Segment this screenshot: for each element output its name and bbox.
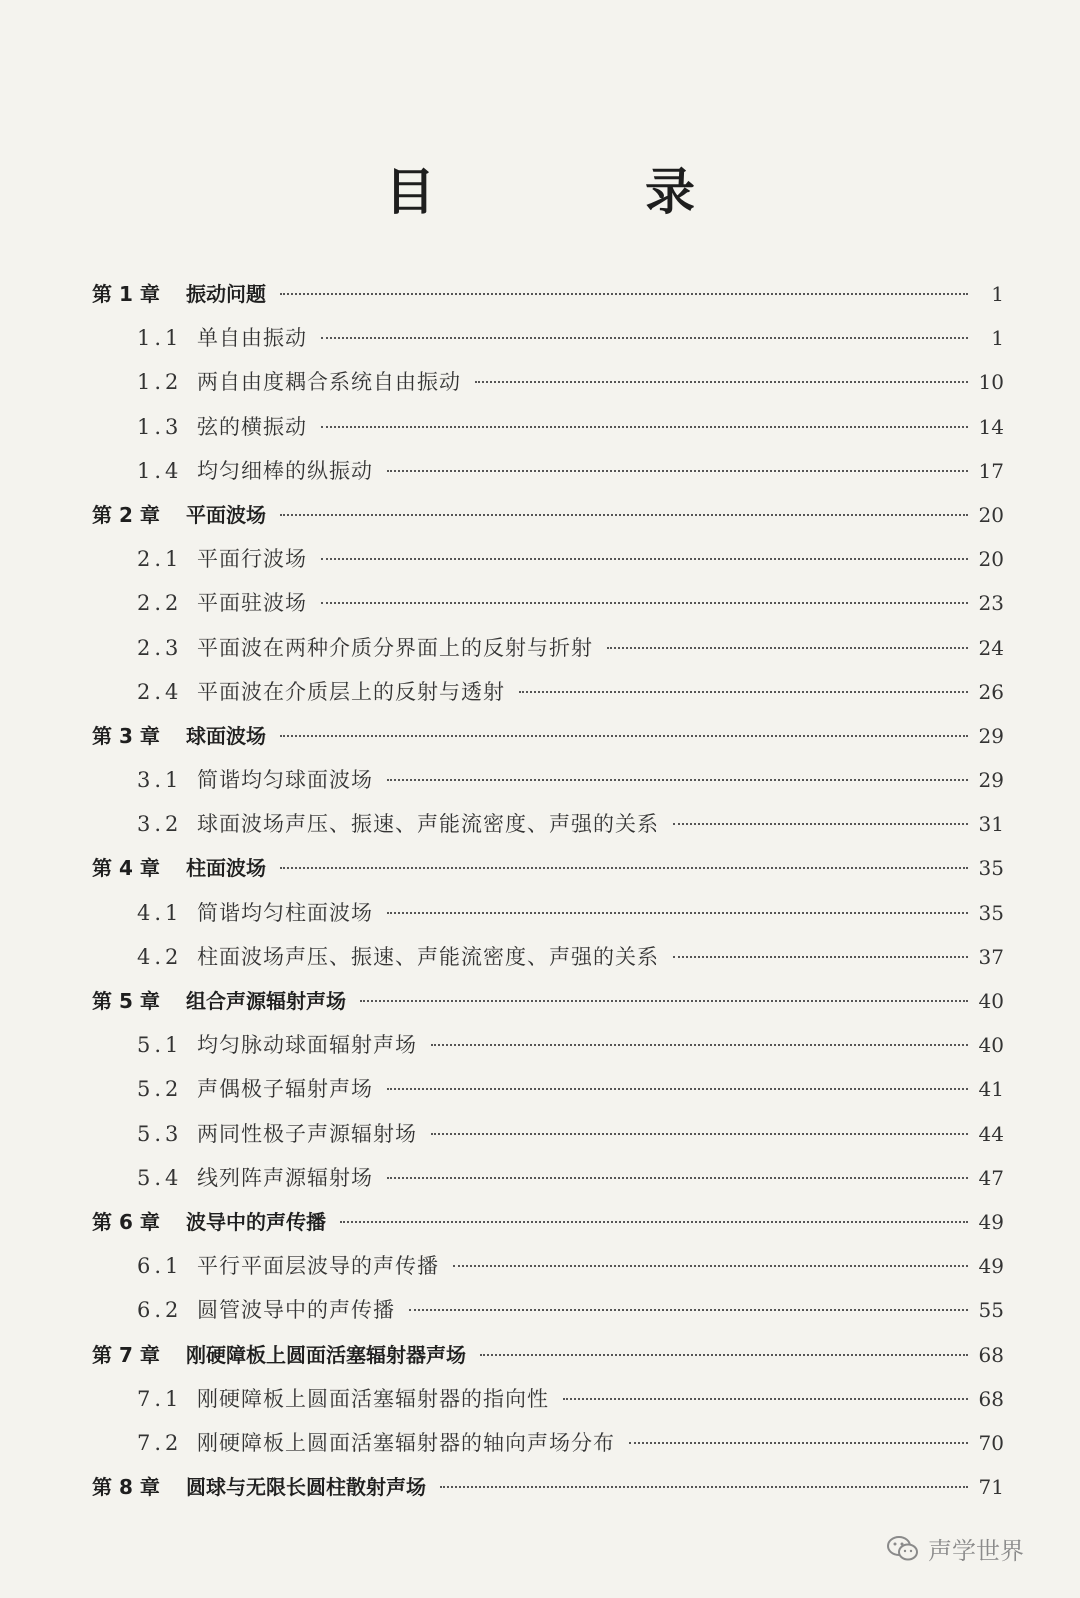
entry-page: 35 xyxy=(978,856,1004,881)
toc-chapter xyxy=(92,1200,1004,1244)
entry-number: 2.3 xyxy=(137,635,183,660)
entry-number: 第 8 章 xyxy=(92,1475,160,1500)
entry-page: 17 xyxy=(978,458,1004,483)
wechat-icon xyxy=(886,1534,920,1564)
entry-title: 简谐均匀柱面波场 xyxy=(197,900,373,925)
entry-page: 44 xyxy=(978,1121,1004,1146)
entry-title: 平面行波场 xyxy=(197,547,307,572)
toc-section xyxy=(92,316,1004,360)
entry-number: 3.2 xyxy=(137,812,183,837)
entry-number: 5.3 xyxy=(137,1121,183,1146)
entry-title: 柱面波场声压、振速、声能流密度、声强的关系 xyxy=(197,944,659,969)
toc-chapter xyxy=(92,846,1004,890)
entry-title: 两自由度耦合系统自由振动 xyxy=(197,370,461,395)
entry-number: 1.1 xyxy=(137,326,183,351)
entry-number: 第 1 章 xyxy=(92,282,160,306)
entry-number: 2.4 xyxy=(137,679,183,704)
entry-number: 1.2 xyxy=(137,370,183,395)
dot-leader xyxy=(387,911,968,914)
entry-page: 40 xyxy=(978,1033,1004,1058)
entry-number: 第 2 章 xyxy=(92,502,160,527)
entry-title: 刚硬障板上圆面活塞辐射器声场 xyxy=(186,1342,466,1367)
entry-title: 线列阵声源辐射场 xyxy=(197,1165,373,1190)
entry-number: 1.3 xyxy=(137,414,183,439)
toc-chapter xyxy=(92,979,1004,1023)
entry-number: 第 4 章 xyxy=(92,856,160,881)
toc-chapter xyxy=(92,493,1004,537)
entry-title: 球面波场声压、振速、声能流密度、声强的关系 xyxy=(197,812,659,837)
entry-number: 5.2 xyxy=(137,1077,183,1102)
entry-page: 1 xyxy=(991,282,1004,306)
entry-page: 1 xyxy=(991,326,1004,351)
entry-number: 第 7 章 xyxy=(92,1342,160,1367)
toc-section xyxy=(92,405,1004,449)
entry-title: 两同性极子声源辐射场 xyxy=(197,1121,417,1146)
entry-page: 29 xyxy=(978,768,1004,793)
entry-title: 简谐均匀球面波场 xyxy=(197,768,373,793)
dot-leader xyxy=(387,778,968,781)
toc-section xyxy=(92,670,1004,714)
dot-leader xyxy=(563,1397,968,1400)
entry-title: 刚硬障板上圆面活塞辐射器的指向性 xyxy=(197,1386,549,1411)
entry-title: 平行平面层波导的声传播 xyxy=(197,1254,439,1279)
entry-title: 刚硬障板上圆面活塞辐射器的轴向声场分布 xyxy=(197,1430,615,1455)
entry-number: 5.4 xyxy=(137,1165,183,1190)
dot-leader xyxy=(519,690,968,693)
entry-title: 平面驻波场 xyxy=(197,591,307,616)
toc-chapter xyxy=(92,272,1004,316)
entry-title: 平面波在两种介质分界面上的反射与折射 xyxy=(197,635,593,660)
toc-section xyxy=(92,1377,1004,1421)
entry-page: 70 xyxy=(978,1430,1004,1455)
toc-section xyxy=(92,1288,1004,1332)
entry-number: 6.1 xyxy=(137,1254,183,1279)
entry-page: 29 xyxy=(978,723,1004,748)
toc-section xyxy=(92,1244,1004,1288)
entry-title: 柱面波场 xyxy=(186,856,266,881)
entry-page: 31 xyxy=(978,812,1004,837)
toc-section xyxy=(92,1156,1004,1200)
toc-chapter xyxy=(92,1465,1004,1509)
entry-number: 7.1 xyxy=(137,1386,183,1411)
entry-number: 第 6 章 xyxy=(92,1209,160,1234)
dot-leader xyxy=(673,955,968,958)
dot-leader xyxy=(673,822,968,825)
entry-page: 49 xyxy=(978,1209,1004,1234)
toc-section xyxy=(92,1112,1004,1156)
toc-section xyxy=(92,537,1004,581)
entry-title: 弦的横振动 xyxy=(197,414,307,439)
entry-page: 20 xyxy=(978,547,1004,572)
entry-page: 55 xyxy=(978,1298,1004,1323)
entry-number: 4.1 xyxy=(137,900,183,925)
entry-page: 47 xyxy=(978,1165,1004,1190)
entry-title: 单自由振动 xyxy=(197,326,307,351)
dot-leader xyxy=(480,1353,968,1356)
dot-leader xyxy=(280,292,968,295)
entry-number: 第 3 章 xyxy=(92,723,160,748)
toc-chapter xyxy=(92,714,1004,758)
toc-section xyxy=(92,802,1004,846)
entry-number: 1.4 xyxy=(137,458,183,483)
entry-title: 均匀细棒的纵振动 xyxy=(197,458,373,483)
entry-number: 第 5 章 xyxy=(92,989,160,1013)
toc-chapter xyxy=(92,1333,1004,1377)
entry-page: 14 xyxy=(978,414,1004,439)
dot-leader xyxy=(453,1264,968,1267)
dot-leader xyxy=(475,380,968,383)
dot-leader xyxy=(629,1441,968,1444)
entry-number: 5.1 xyxy=(137,1033,183,1058)
entry-title: 振动问题 xyxy=(186,282,266,306)
entry-page: 68 xyxy=(978,1386,1004,1411)
dot-leader xyxy=(280,734,968,737)
dot-leader xyxy=(387,1176,968,1179)
dot-leader xyxy=(431,1043,968,1046)
entry-number: 2.1 xyxy=(137,547,183,572)
dot-leader xyxy=(280,866,968,869)
entry-title: 波导中的声传播 xyxy=(186,1209,326,1234)
toc-section xyxy=(92,758,1004,802)
entry-page: 37 xyxy=(978,944,1004,969)
entry-page: 41 xyxy=(978,1077,1004,1102)
entry-page: 35 xyxy=(978,900,1004,925)
watermark xyxy=(886,1531,1024,1566)
entry-title: 圆球与无限长圆柱散射声场 xyxy=(186,1475,426,1500)
entry-title: 组合声源辐射声场 xyxy=(186,989,346,1013)
toc-section xyxy=(92,891,1004,935)
entry-title: 声偶极子辐射声场 xyxy=(197,1077,373,1102)
entry-page: 20 xyxy=(978,502,1004,527)
dot-leader xyxy=(360,999,968,1002)
entry-title: 球面波场 xyxy=(186,723,266,748)
entry-page: 10 xyxy=(978,370,1004,395)
entry-page: 24 xyxy=(978,635,1004,660)
entry-page: 23 xyxy=(978,591,1004,616)
dot-leader xyxy=(431,1132,968,1135)
entry-title: 均匀脉动球面辐射声场 xyxy=(197,1033,417,1058)
entry-number: 4.2 xyxy=(137,944,183,969)
dot-leader xyxy=(409,1308,968,1311)
entry-title: 圆管波导中的声传播 xyxy=(197,1298,395,1323)
dot-leader xyxy=(387,469,968,472)
dot-leader xyxy=(440,1485,968,1488)
dot-leader xyxy=(607,646,968,649)
entry-page: 68 xyxy=(978,1342,1004,1367)
toc-section xyxy=(92,1421,1004,1465)
entry-number: 7.2 xyxy=(137,1430,183,1455)
entry-page: 49 xyxy=(978,1254,1004,1279)
dot-leader xyxy=(321,557,968,560)
dot-leader xyxy=(321,336,968,339)
toc-section xyxy=(92,1067,1004,1111)
dot-leader xyxy=(321,601,968,604)
entry-page: 71 xyxy=(978,1475,1004,1500)
dot-leader xyxy=(387,1087,968,1090)
table-of-contents xyxy=(92,272,1004,1509)
dot-leader xyxy=(340,1220,968,1223)
entry-page: 26 xyxy=(978,679,1004,704)
toc-section xyxy=(92,626,1004,670)
toc-section xyxy=(92,1023,1004,1067)
entry-number: 2.2 xyxy=(137,591,183,616)
entry-number: 3.1 xyxy=(137,768,183,793)
entry-title: 平面波在介质层上的反射与透射 xyxy=(197,679,505,704)
toc-section xyxy=(92,449,1004,493)
watermark-text: 声学世界 xyxy=(928,1537,1024,1565)
toc-section xyxy=(92,581,1004,625)
entry-title: 平面波场 xyxy=(186,502,266,527)
entry-page: 40 xyxy=(978,989,1004,1013)
toc-section xyxy=(92,935,1004,979)
page-title: 目 录 xyxy=(385,162,775,221)
toc-section xyxy=(92,360,1004,404)
entry-number: 6.2 xyxy=(137,1298,183,1323)
dot-leader xyxy=(321,425,968,428)
dot-leader xyxy=(280,513,968,516)
